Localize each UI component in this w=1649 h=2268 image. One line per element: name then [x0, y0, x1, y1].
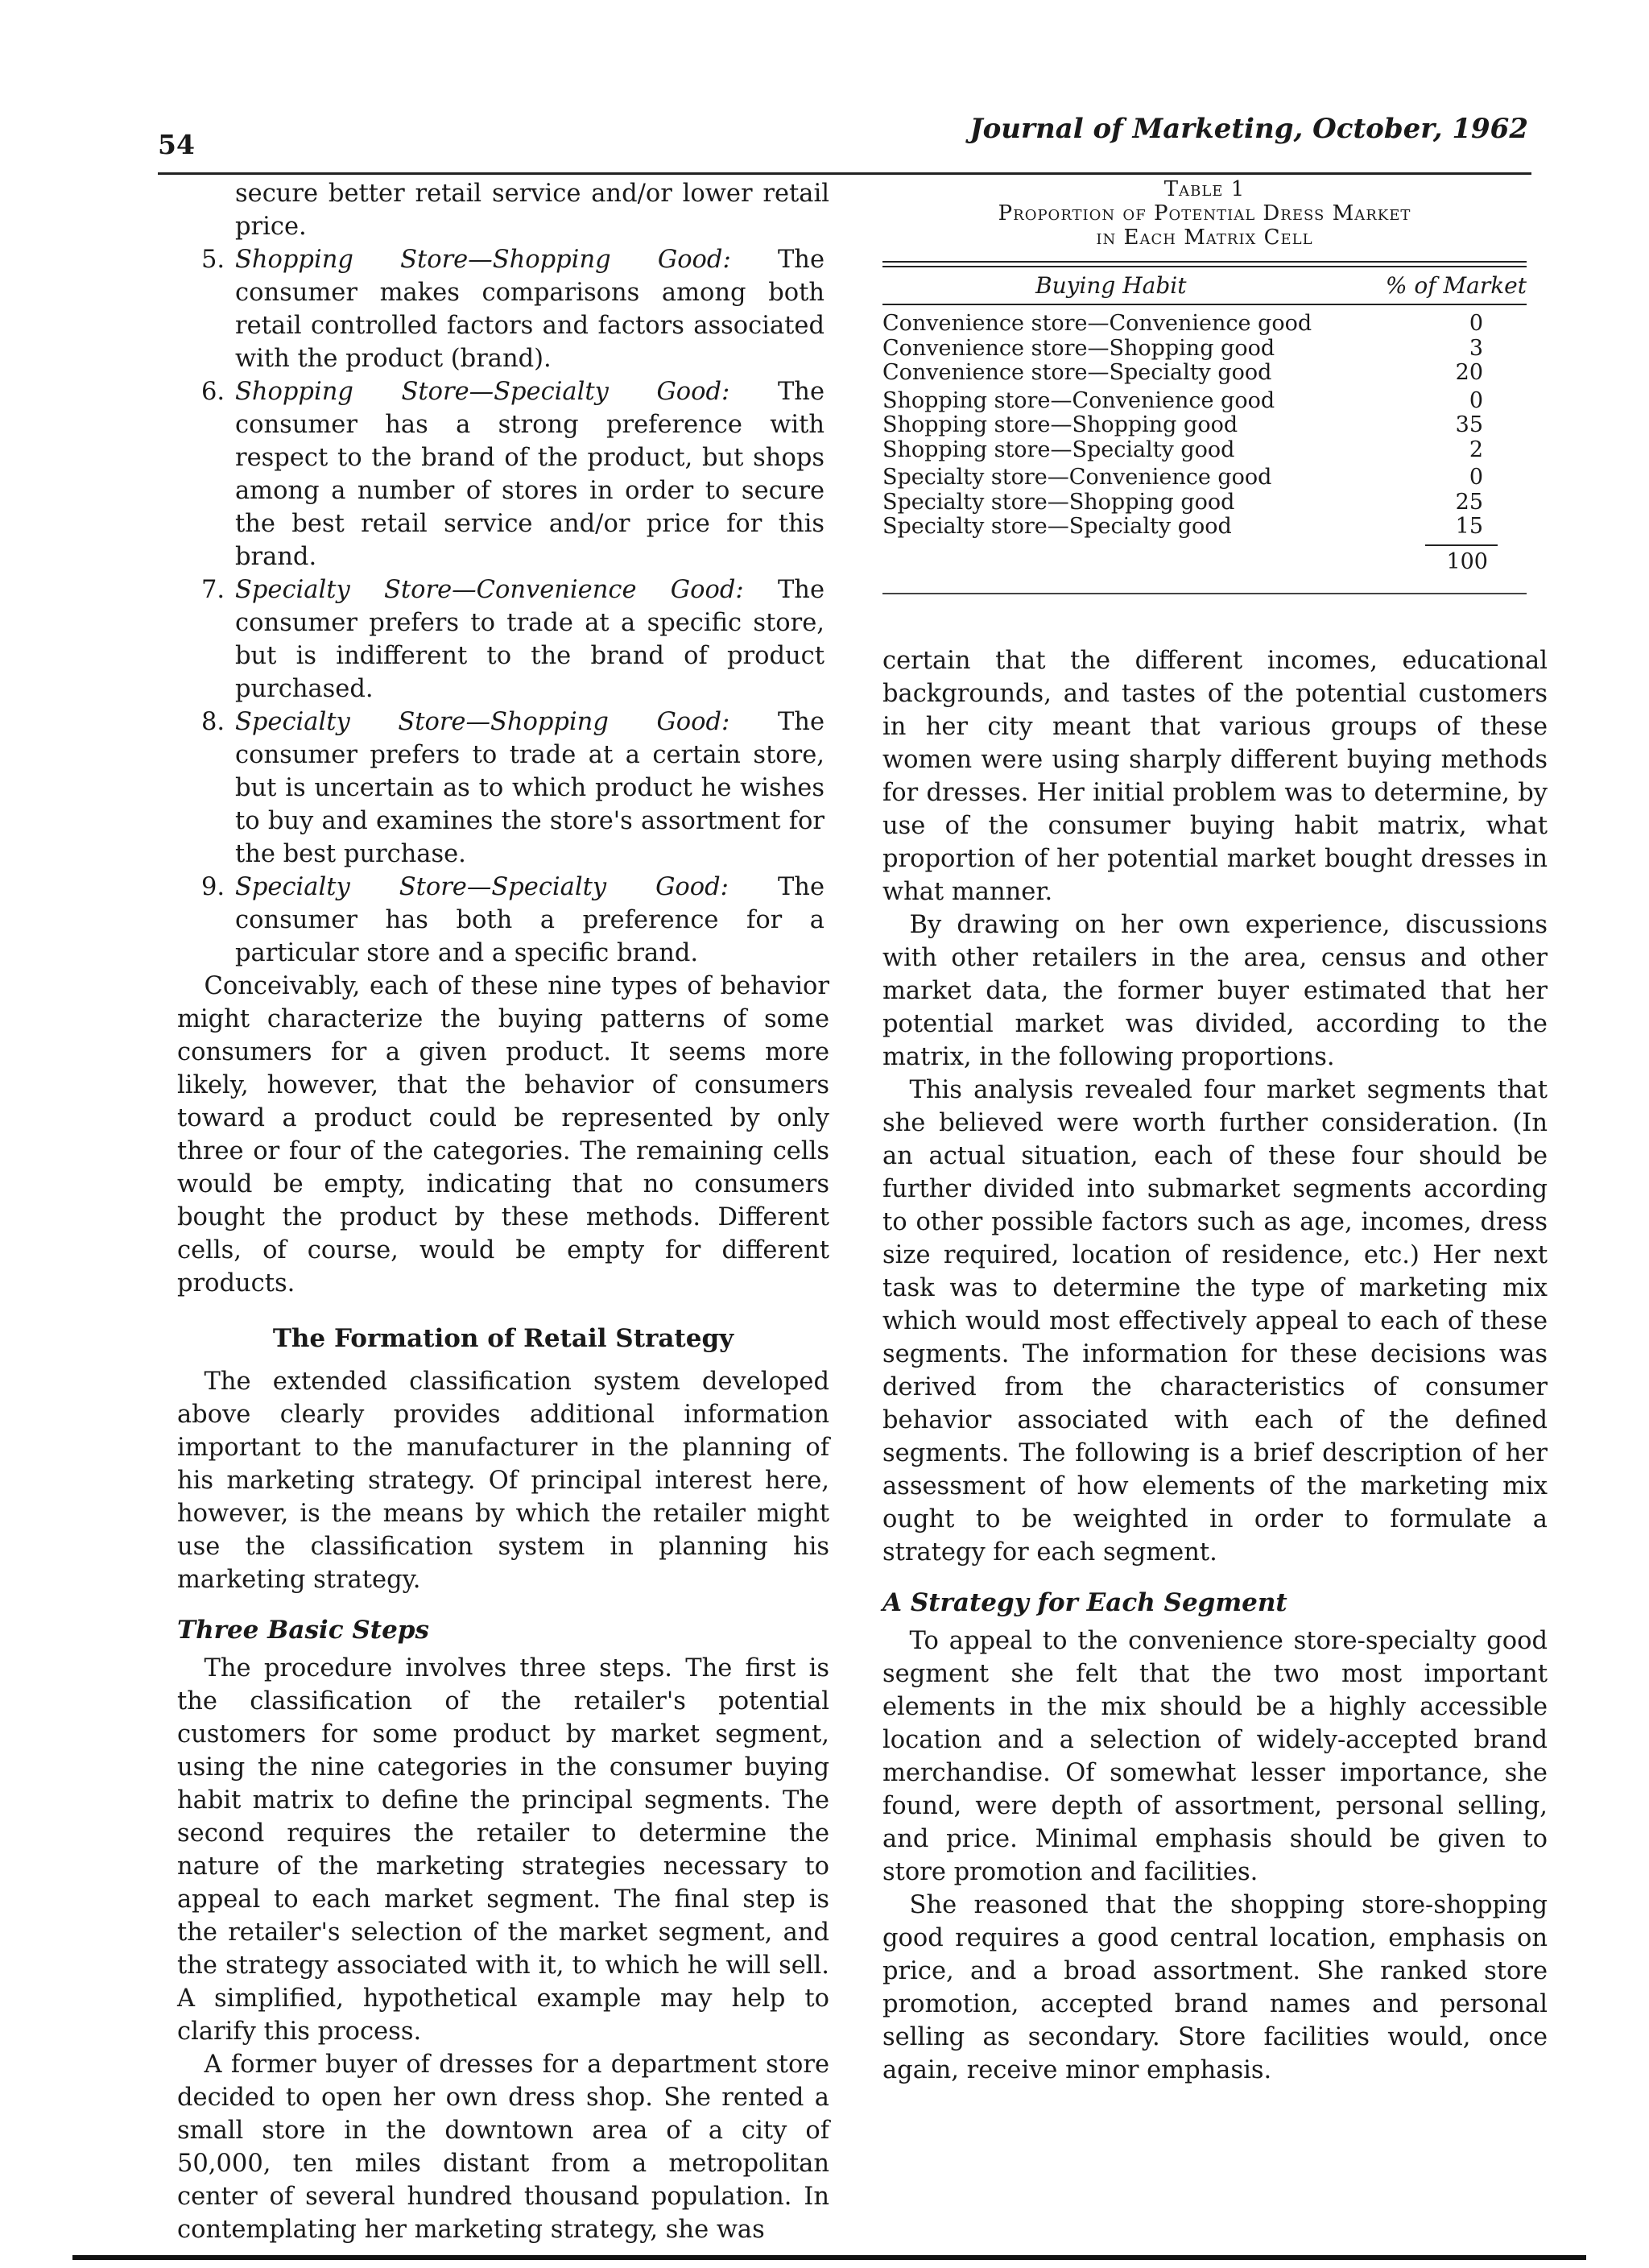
- section-heading: The Formation of Retail Strategy: [272, 1324, 734, 1353]
- table-rule: [882, 261, 1527, 263]
- paragraph-procedure: The procedure involves three steps. The first is the classification of the retailer's potential customers for some product by market segment, using the nine categories in the consumer buying habit matrix to define the principal segments. The second requires the retailer to determine the nature of the marketing strategies necessary to appeal to each market segment. The final step is the retailer's selection of the market segment, and the strategy associated with it, to which he will sell. A simplified, hypothetical example may help to clarify this process.: [177, 1654, 829, 2046]
- right-column: [882, 644, 1548, 2087]
- journal-title: Journal of Marketing, October, 1962: [969, 113, 1528, 145]
- paragraph-reasoned: She reasoned that the shopping store-shopping good requires a good central location, emphasis on price, and a broad assortment. She ranked store promotion, accepted brand names and personal selling as secondary. Store facilities would, once again, receive minor emphasis.: [882, 1891, 1548, 2084]
- table-total: 100: [1446, 548, 1488, 574]
- table-row: Specialty store—Shopping good 25: [882, 489, 1483, 515]
- table-title-line-1: Proportion of Potential Dress Market: [998, 201, 1411, 226]
- paragraph-former-buyer: A former buyer of dresses for a department store decided to open her own dress shop. She rented a small store in the downtown area of a city of 50,000, ten miles distant from a metropolitan center of several hundred thousand population. In contemplating her marketing strategy, she was: [177, 2051, 829, 2244]
- table-row: Convenience store—Specialty good 20: [882, 360, 1483, 385]
- table-1: [882, 177, 1527, 594]
- total-rule: [1425, 544, 1498, 546]
- table-header: [882, 267, 1527, 304]
- paragraph-analysis: This analysis revealed four market segments that she believed were worth further consideration. (In an actual situation, each of these four should be further divided into submarket segments according to other possible factors such as age, incomes, dress size required, location of residence, etc.) Her next task was to determine the type of marketing mix which would most effectively appeal to each of these segments. The information for these decisions was derived from the characteristics of consumer behavior associated with each of the defined segments. The following is a brief description of her assessment of how elements of the marketing mix ought to be weighted in order to formulate a strategy for each segment.: [882, 1076, 1548, 1566]
- subheading-strategy-each-segment: A Strategy for Each Segment: [882, 1588, 1287, 1617]
- matrix-table: [882, 312, 1527, 540]
- page-number: 54: [158, 129, 195, 160]
- table-title-line-2: in Each Matrix Cell: [1096, 226, 1313, 250]
- header-rule: [158, 172, 1531, 175]
- table-row: Convenience store—Shopping good 3: [882, 335, 1483, 361]
- table-row: Shopping store—Specialty good 2: [882, 437, 1483, 462]
- list-item: 9. Specialty Store—Specialty Good: The consumer has both a preference for a particular store and a specific brand.: [201, 873, 824, 967]
- paragraph-conceivably: Conceivably, each of these nine types of behavior might characterize the buying patterns of some consumers for a given product. It seems more likely, however, that the behavior of consumers toward a product could be represented by only three or four of the categories. The remaining cells would be empty, indicating that no consumers bought the product by these methods. Different cells, of course, would be empty for different products.: [177, 972, 829, 1297]
- col-header-buying-habit: Buying Habit: [1035, 272, 1187, 299]
- table-label: Table 1: [1163, 177, 1246, 201]
- list-item: 7. Specialty Store—Convenience Good: The consumer prefers to trade at a specific store, but is indifferent to the brand of product purchased.: [201, 576, 824, 703]
- table-rule: [882, 593, 1527, 594]
- behavior-list: [177, 243, 829, 970]
- paragraph-appeal: To appeal to the convenience store-specialty good segment she felt that the two most important elements in the mix should be a highly accessible location and a selection of widely-accepted brand merchandise. Of somewhat lesser importance, she found, were depth of assortment, personal selling, and price. Minimal emphasis should be given to store promotion and facilities.: [882, 1627, 1548, 1886]
- bottom-scan-rule: [72, 2255, 1586, 2260]
- table-row: Specialty store—Convenience good 0: [882, 465, 1483, 490]
- list-item: 6. Shopping Store—Specialty Good: The consumer has a strong preference with respect to the brand of the product, but shops among a number of stores in order to secure the best retail service and/or price for this brand.: [201, 378, 824, 571]
- list-item: 5. Shopping Store—Shopping Good: The consumer makes comparisons among both retail controlled factors and factors associated with the product (brand).: [201, 246, 824, 373]
- list-item: 8. Specialty Store—Shopping Good: The consumer prefers to trade at a certain store, but is uncertain as to which product he wishes to buy and examines the store's assortment for the best purchase.: [201, 708, 824, 868]
- table-row: Specialty store—Specialty good 15: [882, 514, 1483, 539]
- col-header-percent-market: % of Market: [1385, 272, 1527, 299]
- paragraph-extended: The extended classification system developed above clearly provides additional information important to the manufacturer in the planning of his marketing strategy. Of principal interest here, however, is the means by which the retailer might use the classification system in planning his marketing strategy.: [177, 1368, 829, 1594]
- paragraph-drawing: By drawing on her own experience, discussions with other retailers in the area, census and other market data, the former buyer estimated that her potential market was divided, according to the matrix, in the following proportions.: [882, 911, 1548, 1071]
- table-row: Convenience store—Convenience good 0: [882, 311, 1483, 336]
- table-rule: [882, 304, 1527, 305]
- left-column: [177, 177, 829, 2246]
- subheading-three-basic-steps: Three Basic Steps: [177, 1616, 429, 1645]
- table-row: Shopping store—Convenience good 0: [882, 387, 1483, 413]
- table-row: Shopping store—Shopping good 35: [882, 412, 1483, 437]
- intro-continuation: secure better retail service and/or lower retail price.: [235, 180, 829, 241]
- paragraph-certain: certain that the different incomes, educational backgrounds, and tastes of the potential customers in her city meant that various groups of these women were using sharply different buying methods for dresses. Her initial problem was to determine, by use of the consumer buying habit matrix, what proportion of her potential market bought dresses in what manner.: [882, 647, 1548, 906]
- table-total-row: [882, 540, 1527, 588]
